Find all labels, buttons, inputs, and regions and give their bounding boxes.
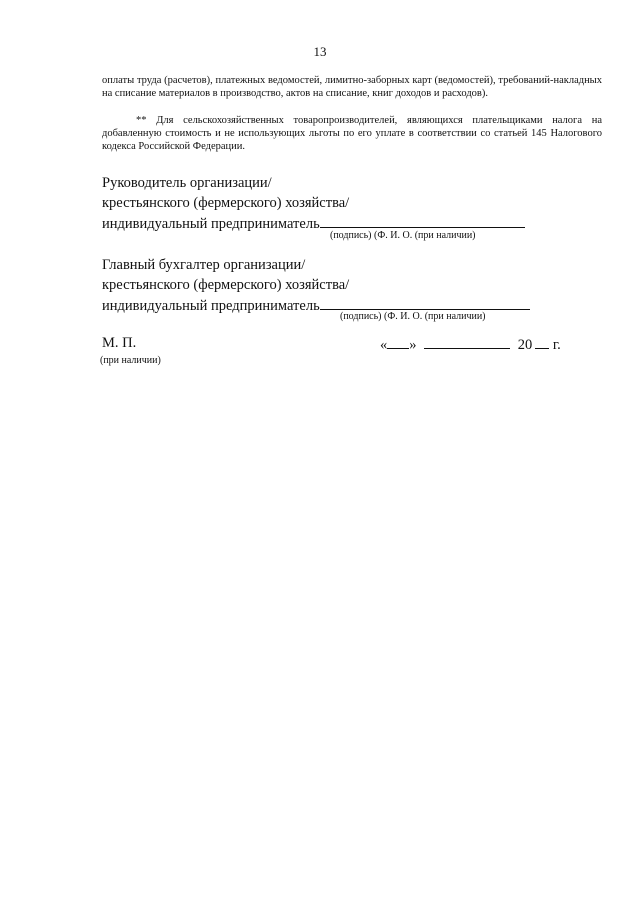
stamp-note: (при наличии) bbox=[100, 355, 161, 366]
head-signature-block bbox=[102, 173, 525, 234]
date-month-field[interactable] bbox=[424, 335, 510, 349]
head-signature-line3: индивидуальный предприниматель bbox=[102, 216, 320, 232]
accountant-signature-line3: индивидуальный предприниматель bbox=[102, 298, 320, 314]
head-signature-line2: крестьянского (фермерского) хозяйства/ bbox=[102, 195, 350, 211]
accountant-signature-line1: Главный бухгалтер организации/ bbox=[102, 257, 306, 273]
date-day-field[interactable] bbox=[387, 335, 409, 349]
date-close-quote: » bbox=[409, 337, 417, 353]
head-signature-caption: (подпись) (Ф. И. О. (при наличии) bbox=[330, 230, 476, 241]
accountant-signature-caption: (подпись) (Ф. И. О. (при наличии) bbox=[340, 311, 486, 322]
date-open-quote: « bbox=[380, 337, 388, 353]
date-year-field[interactable] bbox=[535, 335, 549, 349]
accountant-signature-block bbox=[102, 255, 530, 316]
page-number: 13 bbox=[313, 44, 327, 59]
head-signature-field[interactable] bbox=[320, 213, 525, 228]
footnote-double-star: ** Для сельскохозяйственных товаропроизводителей, являющихся плательщиками налога на добавленную стоимость и не использующих льготы по его уплате в соответствии со статьей 145 Налогового кодекса Российской Федерации. bbox=[102, 115, 602, 152]
date-year-prefix: 20 bbox=[517, 337, 533, 353]
accountant-signature-field[interactable] bbox=[320, 295, 530, 310]
head-signature-line1: Руководитель организации/ bbox=[102, 175, 272, 191]
stamp-label: М. П. bbox=[102, 335, 137, 351]
footnote-continuation: оплаты труда (расчетов), платежных ведомостей, лимитно-заборных карт (ведомостей), требований-накладных на списание материалов в производство, актов на списание, книг доходов и расходов). bbox=[102, 75, 602, 99]
accountant-signature-line2: крестьянского (фермерского) хозяйства/ bbox=[102, 277, 350, 293]
date-year-suffix: г. bbox=[552, 337, 561, 353]
date-line bbox=[380, 335, 561, 354]
